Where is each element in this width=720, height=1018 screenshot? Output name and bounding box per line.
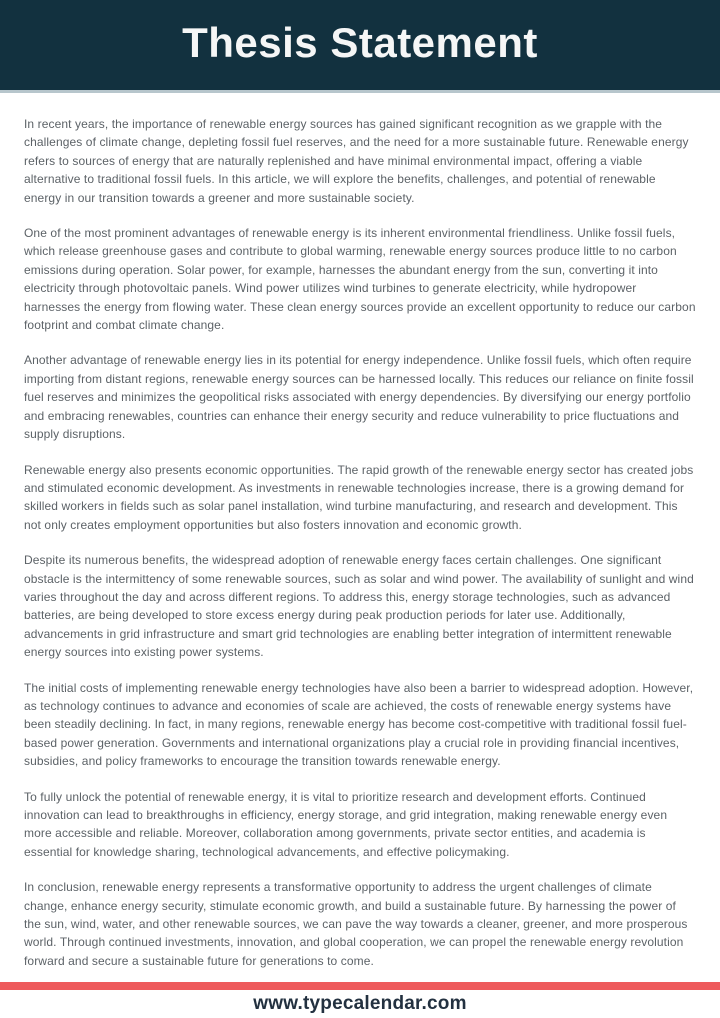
page-footer — [0, 982, 720, 1018]
website-url: www.typecalendar.com — [253, 993, 467, 1014]
paragraph-research: To fully unlock the potential of renewable energy, it is vital to prioritize research and development efforts. Continued innovation can lead to breakthroughs in efficiency, energy storage, and grid integration, making renewable energy even more accessible and reliable. Moreover, collaboration among governments, private sector entities, and academia is essential for knowledge sharing, technological advancements, and effective policymaking. — [24, 789, 668, 859]
document-body — [0, 93, 720, 970]
accent-bar — [0, 982, 720, 990]
page-header — [0, 0, 720, 93]
paragraph-independence: Another advantage of renewable energy lies in its potential for energy independence. Unlike fossil fuels, which often require importing from distant regions, renewable energy sources can be harnessed locally. This reduces our reliance on finite fossil fuel reserves and minimizes the geopolitical risks associated with energy dependencies. By diversifying our energy portfolio and embracing renewables, countries can enhance their energy security and reduce vulnerability to price fluctuations and supply disruptions. — [24, 353, 694, 442]
paragraph-conclusion: In conclusion, renewable energy represents a transformative opportunity to address the urgent challenges of climate change, enhance energy security, stimulate economic growth, and build a sustainable future. By harnessing the power of the sun, wind, water, and other renewable sources, we can pave the way towards a cleaner, greener, and more prosperous world. Through continued investments, innovation, and global cooperation, we can propel the renewable energy revolution forward and secure a sustainable future for generations to come. — [24, 880, 688, 968]
page-title: Thesis Statement — [182, 19, 538, 66]
paragraph-environmental: One of the most prominent advantages of renewable energy is its inherent environmental friendliness. Unlike fossil fuels, which release greenhouse gases and contribute to global warming, renewable energy sources produce little to no carbon emissions during operation. Solar power, for example, harnesses the abundant energy from the sun, converting it into electricity through photovoltaic panels. Wind power utilizes wind turbines to generate electricity, while hydropower harnesses the energy from flowing water. These clean energy sources provide an excellent opportunity to reduce our carbon footprint and combat climate change. — [24, 226, 696, 333]
paragraph-economic: Renewable energy also presents economic opportunities. The rapid growth of the renewable energy sector has created jobs and stimulated economic development. As investments in renewable technologies increase, there is a growing demand for skilled workers in fields such as solar panel installation, wind turbine manufacturing, and research and development. This not only creates employment opportunities but also fosters innovation and economic growth. — [24, 462, 694, 532]
paragraph-challenges: Despite its numerous benefits, the widespread adoption of renewable energy faces certain challenges. One significant obstacle is the intermittency of some renewable sources, such as solar and wind power. The availability of sunlight and wind varies throughout the day and across different regions. To address this, energy storage technologies, such as advanced batteries, are being developed to store excess energy during peak production periods for later use. Additionally, advancements in grid infrastructure and smart grid technologies are enabling better integration of intermittent renewable energy sources into existing power systems. — [24, 553, 694, 660]
paragraph-costs: The initial costs of implementing renewable energy technologies have also been a barrier to widespread adoption. However, as technology continues to advance and economies of scale are achieved, the costs of renewable energy systems have been steadily declining. In fact, in many regions, renewable energy has become cost-competitive with traditional fossil fuel-based power generation. Governments and international organizations play a crucial role in providing financial incentives, subsidies, and policy frameworks to encourage the transition towards renewable energy. — [24, 680, 694, 769]
paragraph-intro: In recent years, the importance of renewable energy sources has gained significant recognition as we grapple with the challenges of climate change, depleting fossil fuel reserves, and the need for a more sustainable future. Renewable energy refers to sources of energy that are naturally replenished and have minimal environmental impact, offering a viable alternative to traditional fossil fuels. In this article, we will explore the benefits, challenges, and potential of renewable energy in our transition towards a greener and more sustainable society. — [24, 117, 689, 205]
